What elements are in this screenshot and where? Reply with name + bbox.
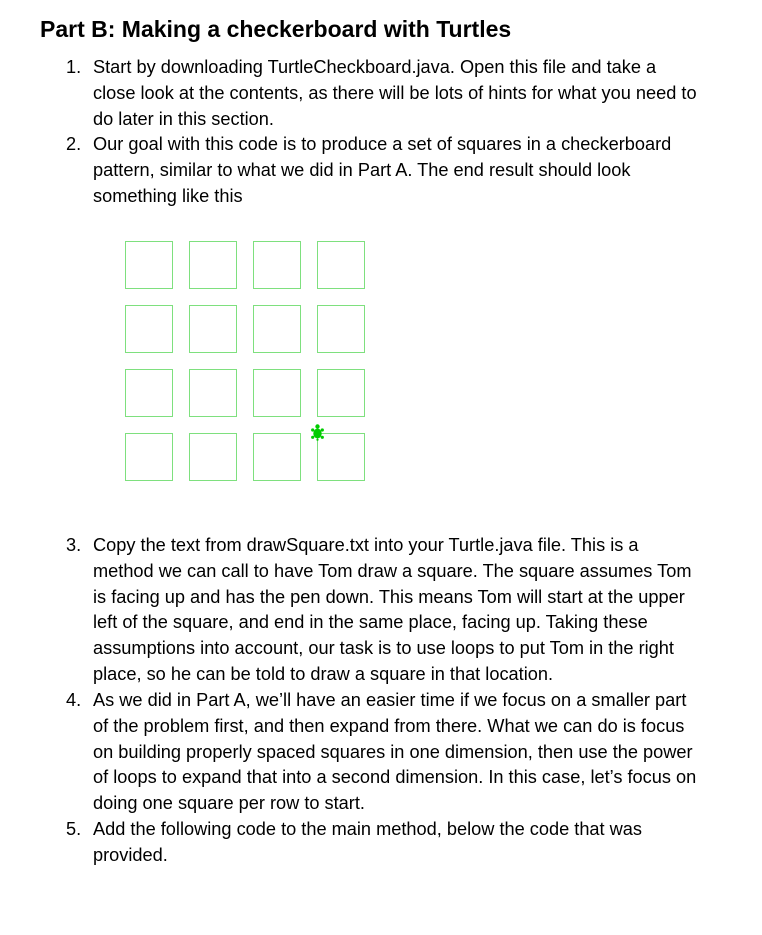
step-line: do later in this section.	[93, 108, 274, 129]
checkerboard-square	[126, 306, 173, 353]
step-line: left of the square, and end in the same place, facing up. Taking these	[93, 612, 648, 633]
step-line: on building properly spaced squares in one dimension, then use the power	[93, 741, 693, 762]
checkerboard-drawing	[120, 236, 370, 486]
step-line: provided.	[93, 844, 168, 865]
step-line: doing one square per row to start.	[93, 793, 365, 814]
checkerboard-square	[254, 434, 301, 481]
step-number: 4.	[66, 690, 82, 710]
step-line: Add the following code to the main method, below the code that was	[93, 819, 642, 839]
page-heading: Part B: Making a checkerboard with Turtles	[40, 16, 512, 42]
step-line: pattern, similar to what we did in Part A. The end result should look	[93, 159, 631, 180]
step-line: of the problem first, and then expand from there. What we can do is focus	[93, 715, 685, 736]
step-line: something like this	[93, 185, 243, 206]
checkerboard-square	[190, 242, 237, 289]
checkerboard-square	[318, 306, 365, 353]
step-line: Our goal with this code is to produce a set of squares in a checkerboard	[93, 134, 672, 154]
step-number: 1.	[66, 57, 82, 77]
checkerboard-square	[126, 242, 173, 289]
checkerboard-square	[254, 242, 301, 289]
checkerboard-square	[190, 370, 237, 417]
checkerboard-square	[190, 434, 237, 481]
step-text	[93, 132, 753, 209]
step-line: Copy the text from drawSquare.txt into your Turtle.java file. This is a	[93, 535, 639, 555]
step-number: 3.	[66, 535, 82, 555]
checkerboard-square	[126, 434, 173, 481]
checkerboard-square	[318, 370, 365, 417]
checkerboard-square	[254, 306, 301, 353]
step-line: assumptions into account, our task is to use loops to put Tom in the right	[93, 638, 674, 659]
step-line: As we did in Part A, we’ll have an easier time if we focus on a smaller part	[93, 690, 687, 710]
step-line: is facing up and has the pen down. This means Tom will start at the upper	[93, 586, 685, 607]
checkerboard-square	[126, 370, 173, 417]
step-text	[93, 817, 753, 869]
step-line: of loops to expand that into a second dimension. In this case, let’s focus on	[93, 767, 697, 788]
step-number: 2.	[66, 134, 82, 154]
step-line: place, so he can be told to draw a square in that location.	[93, 663, 554, 684]
checkerboard-square	[254, 370, 301, 417]
checkerboard-figure	[120, 236, 370, 486]
step-number: 5.	[66, 819, 82, 839]
step-line: method we can call to have Tom draw a square. The square assumes Tom	[93, 560, 692, 581]
step-text	[93, 688, 753, 817]
step-text	[93, 533, 753, 688]
step-text	[93, 55, 753, 132]
checkerboard-square	[318, 242, 365, 289]
turtle-icon	[311, 424, 324, 441]
checkerboard-square	[190, 306, 237, 353]
step-line: Start by downloading TurtleCheckboard.java. Open this file and take a	[93, 57, 657, 77]
step-line: close look at the contents, as there will be lots of hints for what you need to	[93, 82, 697, 103]
checkerboard-square	[318, 434, 365, 481]
